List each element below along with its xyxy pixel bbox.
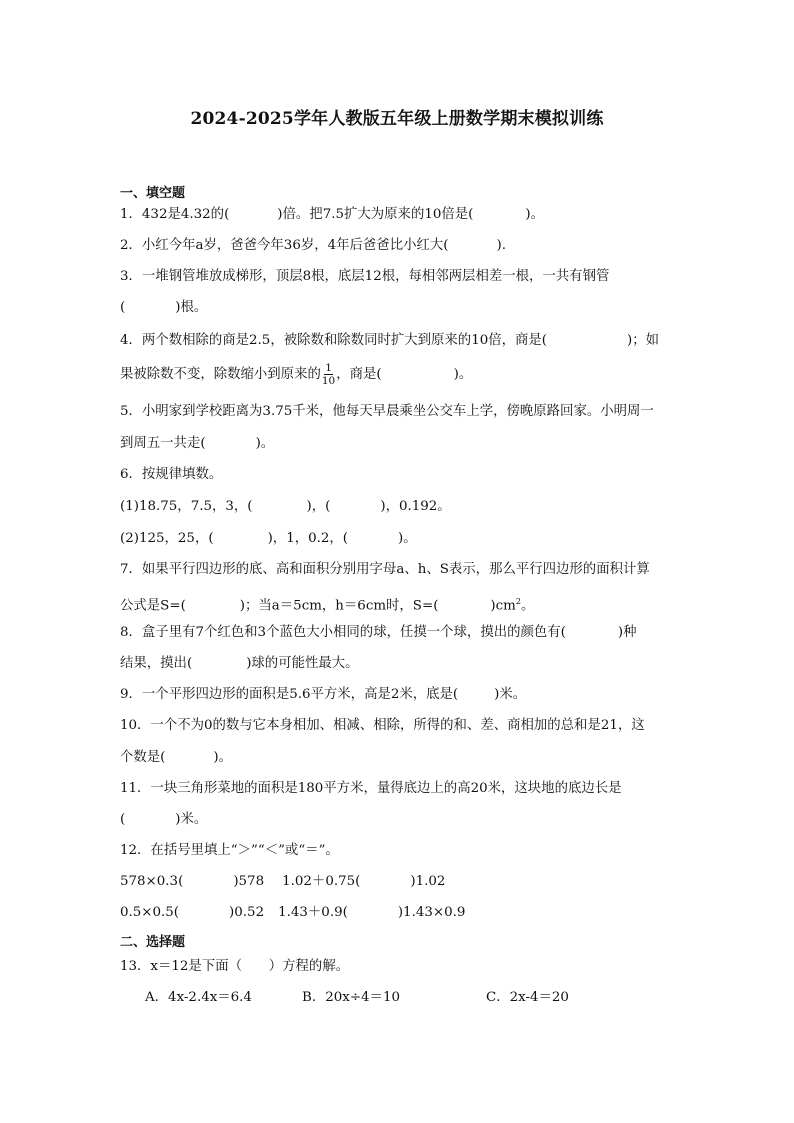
question-13: 13．x＝12是下面（ ）方程的解。	[120, 959, 350, 974]
question-10-line-2: 个数是( )。	[120, 750, 233, 765]
question-4-line-1: 4．两个数相除的商是2.5，被除数和除数同时扩大到原来的10倍，商是( )；如	[120, 333, 660, 348]
question-13-option-b[interactable]: B．20x÷4＝10	[302, 990, 400, 1005]
question-5-line-1: 5．小明家到学校距离为3.75千米，他每天早晨乘坐公交车上学，傍晚原路回家。小明周一	[120, 404, 654, 419]
question-10-line-1: 10．一个不为0的数与它本身相加、相减、相除，所得的和、差、商相加的总和是21，这	[120, 718, 645, 733]
section-choice-heading: 二、选择题	[120, 935, 186, 950]
fraction-one-tenth: $\frac{1}{10}$	[321, 362, 336, 387]
question-1: 1．432是4.32的( )倍。把7.5扩大为原来的10倍是( )。	[120, 207, 545, 222]
question-3-line-1: 3．一堆钢管堆放成梯形，顶层8根，底层12根，每相邻两层相差一根，一共有钢管	[120, 269, 610, 284]
question-6: 6．按规律填数。	[120, 467, 223, 482]
question-11-line-2: ( )米。	[120, 812, 208, 827]
question-7-line-1: 7．如果平行四边形的底、高和面积分别用字母a、h、S表示，那么平行四边形的面积计算	[120, 562, 650, 577]
question-8-line-2: 结果，摸出( )球的可能性最大。	[120, 656, 359, 671]
question-6-row-1: (1)18.75，7.5，3，( )，( )，0.192。	[120, 499, 451, 514]
question-5-line-2: 到周五一共走( )。	[120, 436, 275, 451]
question-3-line-2: ( )根。	[120, 300, 208, 315]
question-6-row-2: (2)125，25，( )，1，0.2，( )。	[120, 531, 417, 546]
section-fill-blank-heading: 一、填空题	[120, 186, 186, 201]
question-12-row-2: 0.5×0.5( )0.52 1.43＋0.9( )1.43×0.9	[120, 905, 466, 920]
question-12: 12．在括号里填上“＞”“＜”或“＝”。	[120, 843, 339, 858]
question-12-row-1: 578×0.3( )578 1.02＋0.75( )1.02	[120, 874, 446, 889]
question-2: 2．小红今年a岁，爸爸今年36岁，4年后爸爸比小红大( ).	[120, 238, 506, 253]
page-title: 2024-2025学年人教版五年级上册数学期末模拟训练	[190, 109, 604, 129]
question-4-line-2: 果被除数不变，除数缩小到原来的 $\frac{1}{10}$ ，商是( )。	[120, 362, 473, 387]
question-11-line-1: 11．一块三角形菜地的面积是180平方米，量得底边上的高20米，这块地的底边长是	[120, 781, 622, 796]
question-8-line-1: 8．盒子里有7个红色和3个蓝色大小相同的球，任摸一个球，摸出的颜色有( )种	[120, 625, 637, 640]
question-7-line-2: 公式是S=( )；当a＝5cm，h＝6cm时，S=( )$cm^2$。	[120, 597, 535, 614]
question-9: 9．一个平形四边形的面积是5.6平方米，高是2米，底是( )米。	[120, 687, 527, 702]
question-13-option-a[interactable]: A．4x-2.4x＝6.4	[145, 990, 252, 1005]
question-13-option-c[interactable]: C．2x-4＝20	[486, 990, 569, 1005]
